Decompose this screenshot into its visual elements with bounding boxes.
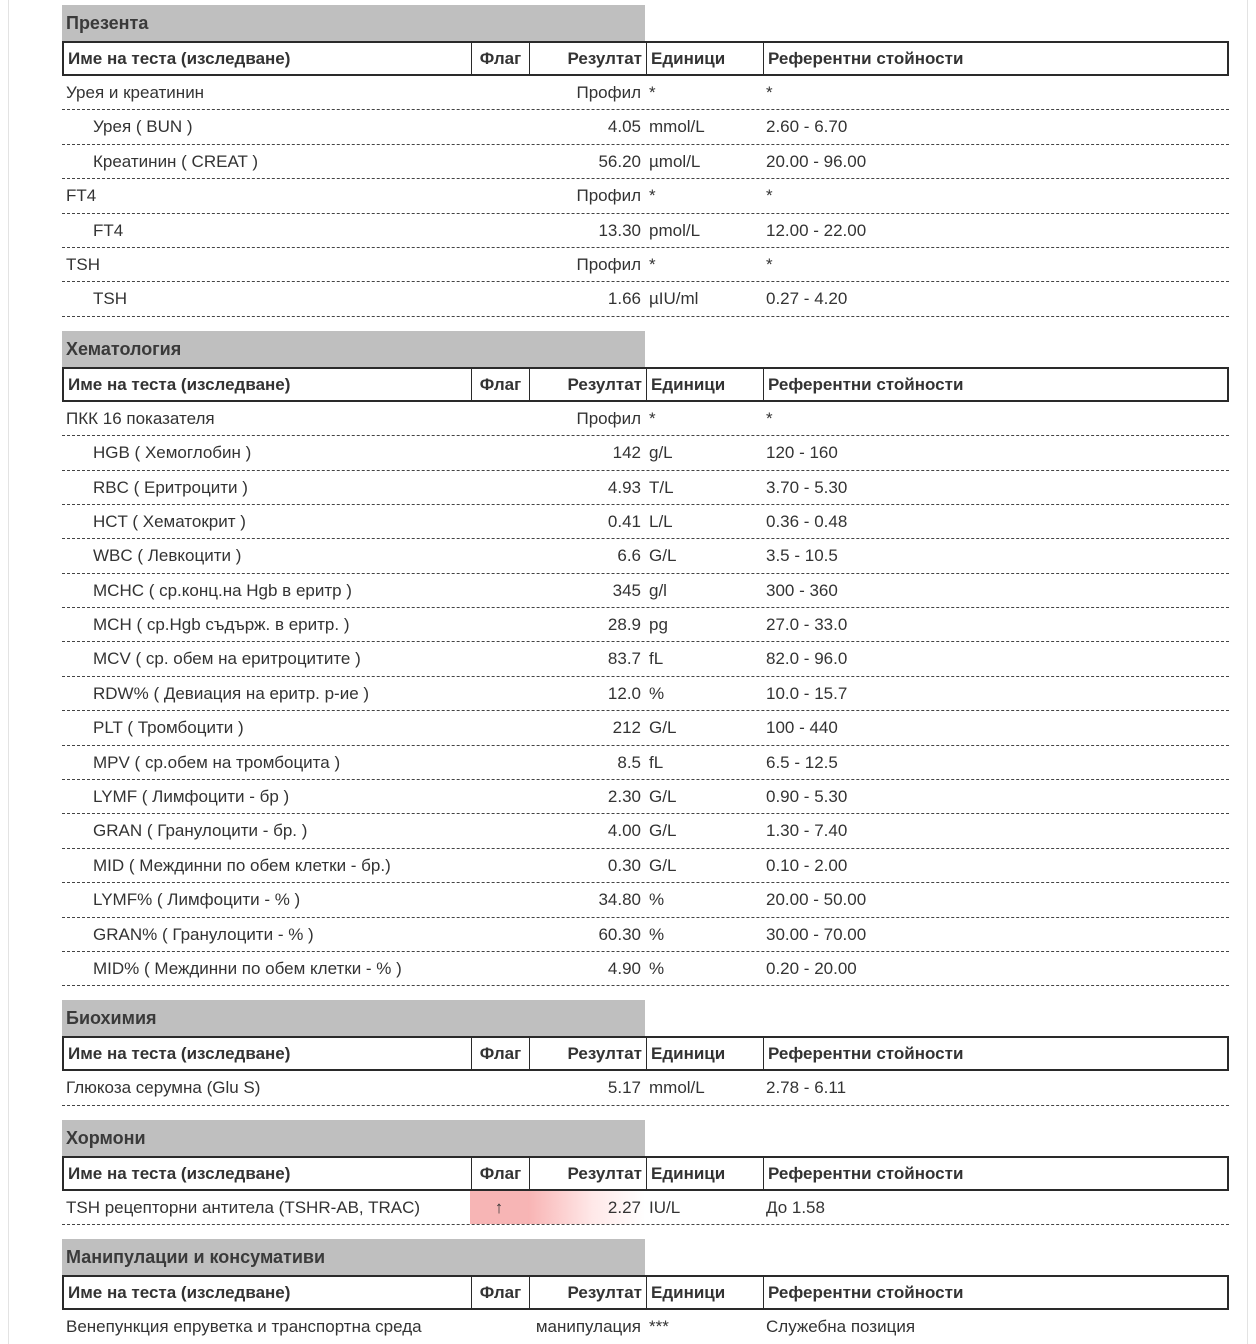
reference-range: 20.00 - 50.00 (766, 890, 867, 910)
table-row (62, 145, 1229, 179)
test-name: LYMF% ( Лимфоцити - % ) (93, 890, 301, 910)
test-name: RDW% ( Девиация на еритр. р-ие ) (93, 683, 370, 703)
reference-range: 3.5 - 10.5 (766, 546, 838, 566)
result-value: 1.66 (607, 289, 641, 309)
table-header (62, 1036, 1229, 1071)
units: T/L (649, 477, 674, 497)
header-reference: Референтни стойности (768, 1283, 964, 1303)
header-reference: Референтни стойности (768, 1044, 964, 1064)
header-name: Име на теста (изследване) (64, 1158, 472, 1189)
test-name: PLT ( Тромбоцити ) (93, 718, 244, 738)
test-name: ПКК 16 показателя (66, 408, 215, 428)
reference-range: 27.0 - 33.0 (766, 615, 848, 635)
units: mmol/L (649, 117, 705, 137)
result-value: 212 (612, 718, 641, 738)
reference-range: 120 - 160 (766, 443, 838, 463)
test-name: Креатинин ( CREAT ) (93, 151, 258, 171)
table-row (62, 505, 1229, 539)
test-name: MID ( Междинни по обем клетки - бр.) (93, 855, 391, 875)
section-title: Манипулации и консумативи (62, 1239, 645, 1275)
flag-cell (470, 539, 528, 572)
units: G/L (649, 821, 677, 841)
header-units: Единици (647, 1277, 764, 1308)
test-name: WBC ( Левкоцити ) (93, 546, 242, 566)
result-value: 8.5 (617, 752, 641, 772)
test-name: MID% ( Междинни по обем клетки - % ) (93, 958, 402, 978)
result-value: Профил (576, 186, 641, 206)
table-row (62, 214, 1229, 248)
test-name: TSH рецепторни антитела (TSHR-AB, TRAC) (66, 1197, 421, 1217)
units: % (649, 958, 665, 978)
units: fL (649, 752, 664, 772)
header-name: Име на теста (изследване) (64, 369, 472, 400)
result-value: 4.00 (607, 821, 641, 841)
test-name: Урея ( BUN ) (93, 117, 193, 137)
table-row (62, 952, 1229, 986)
units: pg (649, 615, 668, 635)
header-units: Единици (647, 43, 764, 74)
header-name: Име на теста (изследване) (64, 1038, 472, 1069)
result-value: 4.05 (607, 117, 641, 137)
test-name: FT4 (93, 220, 124, 240)
flag-cell (470, 505, 528, 538)
test-name: TSH (66, 254, 100, 274)
flag-cell (470, 214, 528, 247)
table-row (62, 1071, 1229, 1105)
flag-cell (470, 402, 528, 435)
section-3 (62, 1120, 1229, 1225)
table-row (62, 711, 1229, 745)
reference-range: * (766, 83, 773, 102)
section-title: Хематология (62, 331, 645, 367)
reference-range: * (766, 186, 773, 206)
test-name: GRAN% ( Гранулоцити - % ) (93, 924, 314, 944)
header-reference: Референтни стойности (768, 374, 964, 394)
units: % (649, 924, 665, 944)
table-row (62, 76, 1229, 110)
header-result: Резултат (530, 369, 647, 400)
flag-cell (470, 814, 528, 847)
units: fL (649, 649, 664, 669)
table-row (62, 642, 1229, 676)
reference-range: * (766, 254, 773, 274)
header-flag: Флаг (472, 43, 530, 74)
header-reference: Референтни стойности (768, 49, 964, 68)
reference-range: 0.90 - 5.30 (766, 787, 848, 807)
test-name: Глюкоза серумна (Glu S) (66, 1078, 261, 1098)
units: g/l (649, 580, 667, 600)
header-reference: Референтни стойности (768, 1163, 964, 1183)
table-row (62, 402, 1229, 436)
units: pmol/L (649, 220, 701, 240)
section-4 (62, 1239, 1229, 1344)
table-row (62, 1191, 1229, 1225)
table-row (62, 1310, 1229, 1344)
flag-cell (470, 849, 528, 882)
units: * (649, 408, 656, 428)
table-row (62, 780, 1229, 814)
header-units: Единици (647, 1158, 764, 1189)
reference-range: 0.20 - 20.00 (766, 958, 857, 978)
result-value: 345 (612, 580, 641, 600)
table-header (62, 1156, 1229, 1191)
reference-range: 300 - 360 (766, 580, 838, 600)
header-result: Резултат (530, 1158, 647, 1189)
units: mmol/L (649, 1078, 705, 1098)
result-value: 13.30 (598, 220, 641, 240)
result-value: 56.20 (598, 151, 641, 171)
table-row (62, 539, 1229, 573)
reference-range: 0.27 - 4.20 (766, 289, 848, 309)
page-edge-right (1247, 0, 1248, 1344)
table-row (62, 248, 1229, 282)
reference-range: До 1.58 (766, 1197, 825, 1217)
reference-range: 1.30 - 7.40 (766, 821, 848, 841)
flag-cell (470, 282, 528, 315)
header-units: Единици (647, 1038, 764, 1069)
reference-range: 2.60 - 6.70 (766, 117, 848, 137)
units: G/L (649, 718, 677, 738)
test-name: MPV ( ср.обем на тромбоцита ) (93, 752, 341, 772)
units: % (649, 683, 665, 703)
header-result: Резултат (530, 43, 647, 74)
test-name: Венепункция епруветка и транспортна среда (66, 1317, 422, 1337)
header-flag: Флаг (472, 369, 530, 400)
test-name: MCV ( ср. обем на еритроцитите ) (93, 649, 361, 669)
header-result: Резултат (530, 1277, 647, 1308)
table-row (62, 110, 1229, 144)
units: G/L (649, 855, 677, 875)
flag-cell (470, 110, 528, 143)
section-title: Хормони (62, 1120, 645, 1156)
section-1 (62, 331, 1229, 987)
reference-range: 3.70 - 5.30 (766, 477, 848, 497)
header-name: Име на теста (изследване) (64, 1277, 472, 1308)
section-title: Биохимия (62, 1000, 645, 1036)
result-value: 0.41 (607, 511, 641, 531)
flag-cell (470, 179, 528, 212)
table-row (62, 746, 1229, 780)
result-value: 142 (612, 443, 641, 463)
table-row (62, 574, 1229, 608)
units: G/L (649, 546, 677, 566)
section-0 (62, 5, 1229, 317)
reference-range: 0.10 - 2.00 (766, 855, 848, 875)
table-header (62, 1275, 1229, 1310)
reference-range: 30.00 - 70.00 (766, 924, 867, 944)
flag-cell (470, 248, 528, 281)
result-value: 2.30 (607, 787, 641, 807)
flag-cell (470, 642, 528, 675)
section-2 (62, 1000, 1229, 1105)
header-flag: Флаг (472, 1158, 530, 1189)
result-value: 28.9 (607, 615, 641, 635)
flag-cell (470, 952, 528, 985)
flag-cell (470, 1071, 528, 1104)
header-flag: Флаг (472, 1277, 530, 1308)
table-row (62, 436, 1229, 470)
test-name: RBC ( Еритроцити ) (93, 477, 248, 497)
units: % (649, 890, 665, 910)
flag-cell (470, 436, 528, 469)
reference-range: 20.00 - 96.00 (766, 151, 867, 171)
result-value: 2.27 (528, 1191, 645, 1224)
flag-cell (470, 780, 528, 813)
test-name: MCHC ( ср.конц.на Hgb в еритр ) (93, 580, 352, 600)
reference-range: 6.5 - 12.5 (766, 752, 838, 772)
header-units: Единици (647, 369, 764, 400)
page-edge-left (8, 0, 9, 1344)
table-row (62, 849, 1229, 883)
reference-range: 0.36 - 0.48 (766, 511, 848, 531)
reference-range: 100 - 440 (766, 718, 838, 738)
table-header (62, 367, 1229, 402)
flag-cell (470, 471, 528, 504)
units: µmol/L (649, 151, 701, 171)
table-row (62, 918, 1229, 952)
flag-cell (470, 145, 528, 178)
reference-range: 2.78 - 6.11 (766, 1078, 847, 1098)
flag-high-arrow-icon: ↑ (470, 1191, 528, 1224)
units: IU/L (649, 1197, 681, 1217)
test-name: HCT ( Хематокрит ) (93, 511, 246, 531)
flag-cell (470, 1310, 528, 1343)
units: * (649, 186, 656, 206)
result-value: 0.30 (607, 855, 641, 875)
result-value: манипулация (535, 1317, 641, 1337)
reference-range: * (766, 408, 773, 428)
result-value: 34.80 (598, 890, 641, 910)
table-row (62, 608, 1229, 642)
test-name: HGB ( Хемоглобин ) (93, 443, 252, 463)
table-row (62, 883, 1229, 917)
flag-cell (470, 746, 528, 779)
units: G/L (649, 787, 677, 807)
result-value: 83.7 (607, 649, 641, 669)
flag-cell (470, 76, 528, 109)
units: L/L (649, 511, 673, 531)
table-row (62, 471, 1229, 505)
result-value: 4.90 (607, 958, 641, 978)
result-value: 60.30 (598, 924, 641, 944)
table-row (62, 282, 1229, 316)
section-title: Презента (62, 5, 645, 41)
table-header (62, 41, 1229, 76)
reference-range: 82.0 - 96.0 (766, 649, 848, 669)
test-name: FT4 (66, 186, 97, 206)
lab-report (62, 5, 1229, 1344)
header-name: Име на теста (изследване) (64, 43, 472, 74)
flag-cell (470, 574, 528, 607)
table-row (62, 677, 1229, 711)
result-value: Профил (576, 408, 641, 428)
units: * (649, 254, 656, 274)
flag-cell (470, 711, 528, 744)
result-value: 6.6 (617, 546, 641, 566)
test-name: TSH (93, 289, 127, 309)
table-row (62, 814, 1229, 848)
units: µIU/ml (649, 289, 699, 309)
flag-cell (470, 677, 528, 710)
result-value: 4.93 (607, 477, 641, 497)
units: *** (649, 1317, 669, 1337)
test-name: Урея и креатинин (66, 83, 205, 102)
reference-range: Служебна позиция (766, 1317, 916, 1337)
units: * (649, 83, 656, 102)
result-value: Профил (576, 254, 641, 274)
result-value: 5.17 (607, 1078, 641, 1098)
flag-cell (470, 608, 528, 641)
reference-range: 10.0 - 15.7 (766, 683, 848, 703)
flag-cell (470, 883, 528, 916)
test-name: MCH ( ср.Hgb съдърж. в еритр. ) (93, 615, 350, 635)
test-name: LYMF ( Лимфоцити - бр ) (93, 787, 290, 807)
header-flag: Флаг (472, 1038, 530, 1069)
reference-range: 12.00 - 22.00 (766, 220, 867, 240)
flag-cell (470, 918, 528, 951)
units: g/L (649, 443, 673, 463)
result-value: Профил (576, 83, 641, 102)
header-result: Резултат (530, 1038, 647, 1069)
result-value: 12.0 (607, 683, 641, 703)
table-row (62, 179, 1229, 213)
test-name: GRAN ( Гранулоцити - бр. ) (93, 821, 308, 841)
